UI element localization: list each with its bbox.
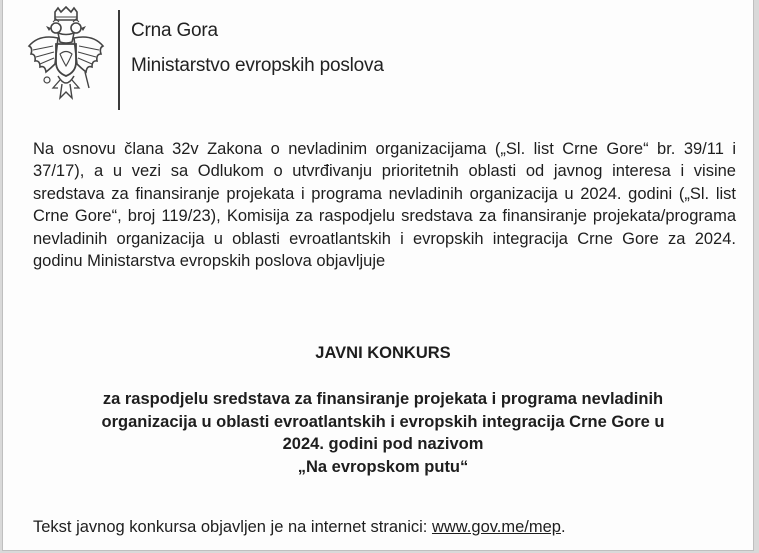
coat-of-arms-icon (25, 6, 107, 104)
ministry-name: Ministarstvo evropskih poslova (131, 55, 384, 76)
subtitle-line: organizacija u oblasti evroatlantskih i evropskih integracija Crne Gore u (101, 412, 665, 431)
footer-note (33, 518, 566, 537)
footer-suffix: . (560, 518, 566, 536)
subtitle-line: „Na evropskom putu“ (297, 457, 469, 476)
website-link[interactable]: www.gov.me/mep (431, 518, 561, 536)
country-name: Crna Gora (131, 20, 218, 41)
document-page (2, 0, 754, 551)
announcement-subtitle (23, 388, 743, 478)
subtitle-line: 2024. godini pod nazivom (282, 435, 484, 453)
subtitle-line: za raspodjelu sredstava za finansiranje projekata i programa nevladinih (102, 390, 664, 408)
footer-text: Tekst javnog konkursa objavljen je na internet stranici: (33, 518, 432, 536)
intro-paragraph: Na osnovu člana 32v Zakona o nevladinim organizacijama („Sl. list Crne Gore“ br. 39/11 i 37/17), a u vezi sa Odlukom o utvrđivanju prioritetnih oblasti od javnog interesa i visine sredstava za finansiranje projekata i programa nevladinih organizacija u 2024. godini („Sl. list Crne Gore“, broj 119/23), Komisija za raspodjelu sredstava za finansiranje projekata/programa nevladinih organizacija u oblasti evroatlantskih i evropskih integracija Crne Gore za 2024. godinu Ministarstva evropskih poslova objavljuje (33, 140, 736, 271)
letterhead (25, 6, 625, 110)
announcement-heading: JAVNI KONKURS (315, 344, 451, 362)
header-divider (118, 10, 120, 110)
